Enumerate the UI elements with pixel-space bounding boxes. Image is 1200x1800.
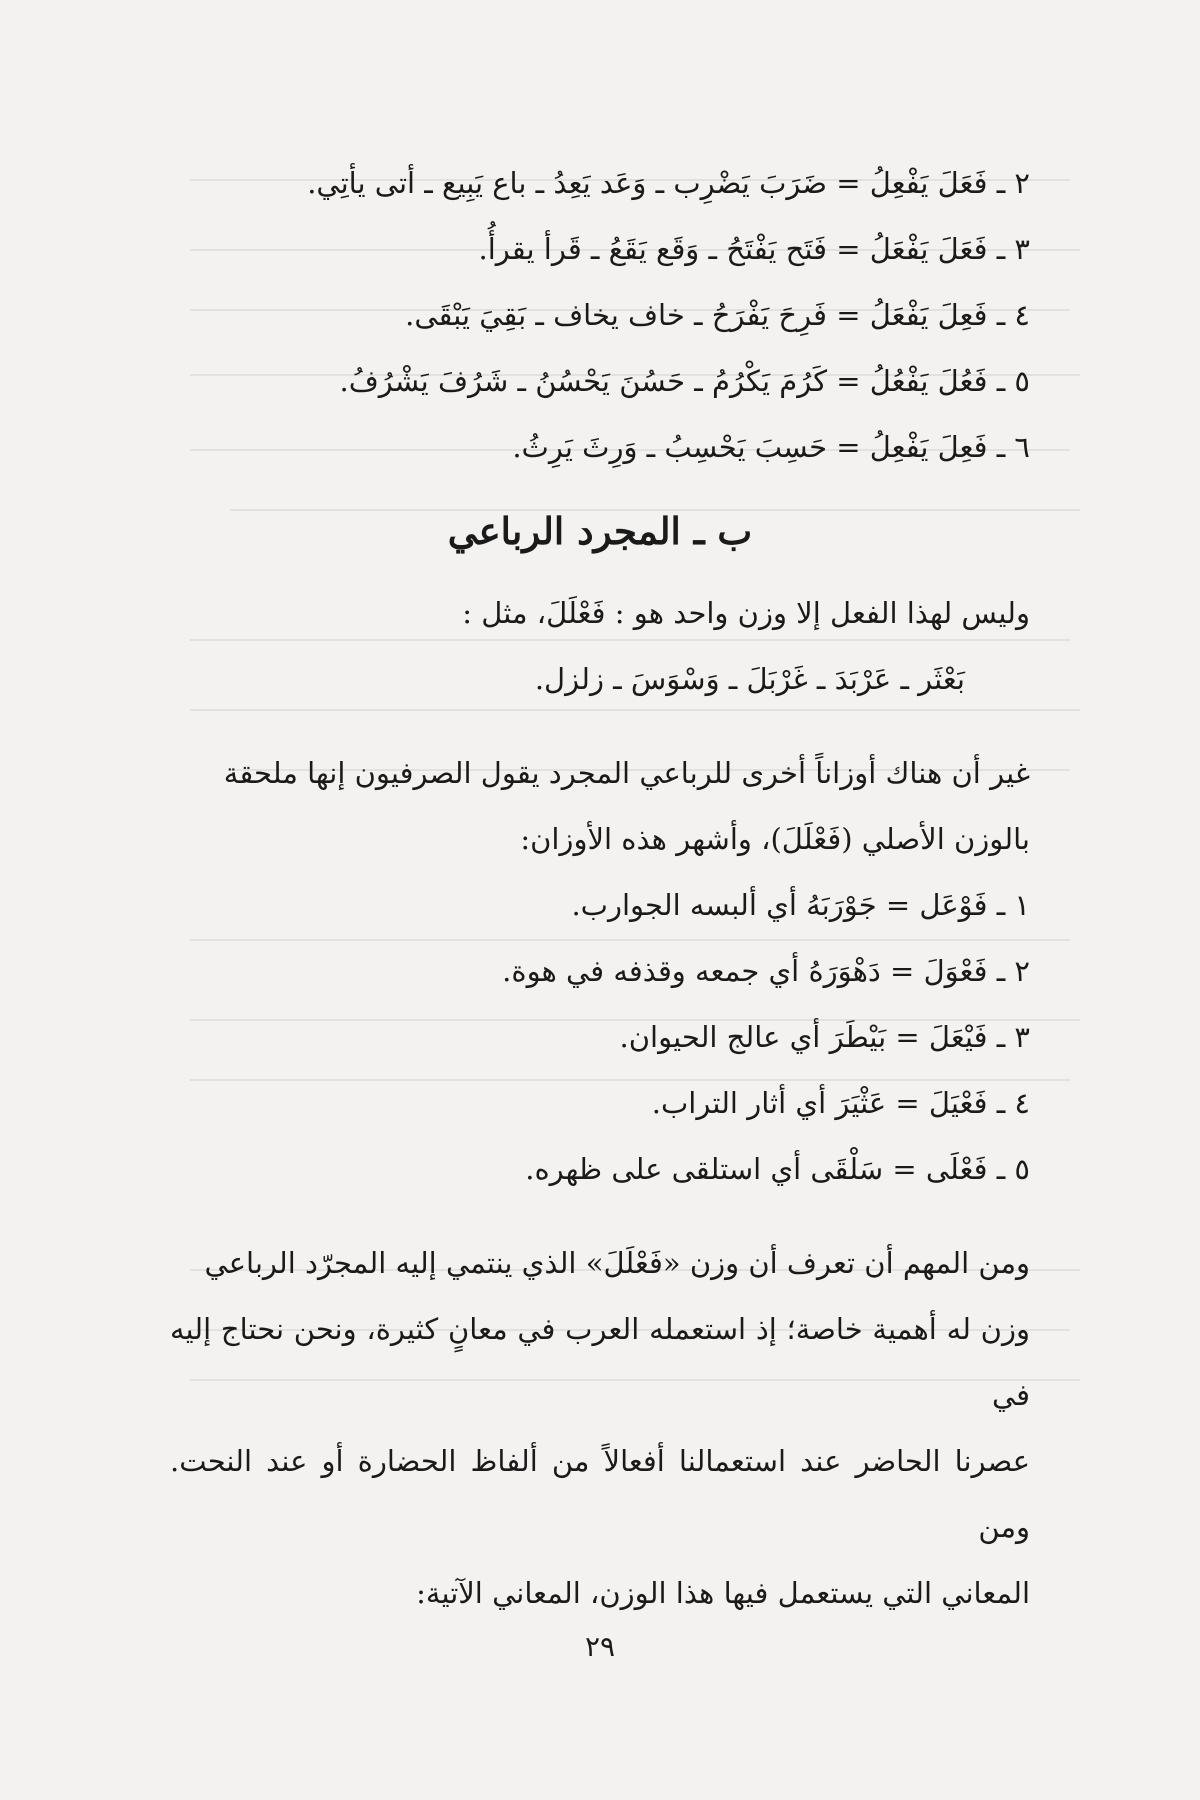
verb-pattern-item: ٢ ـ فَعَلَ يَفْعِلُ = ضَرَبَ يَضْرِب ـ وَعَد يَعِدُ ـ باع يَبِيع ـ أتى يأتِي. (307, 166, 1030, 200)
verb-pattern-item: ٥ ـ فَعُلَ يَفْعُلُ = كَرُمَ يَكْرُمُ ـ حَسُنَ يَحْسُنُ ـ شَرُفَ يَشْرُفُ. (339, 364, 1030, 398)
paragraph-line: عصرنا الحاضر عند استعمالنا أفعالاً من ألفاظ الحضارة أو عند النحت. ومن (170, 1444, 1030, 1544)
weight-item: ٤ ـ فَعْيَلَ = عَثْيَرَ أي أثار التراب. (651, 1086, 1030, 1120)
examples-line: بَعْثَر ـ عَرْبَدَ ـ غَرْبَلَ ـ وَسْوَسَ ـ زلزل. (534, 662, 965, 696)
intro-line: وليس لهذا الفعل إلا وزن واحد هو : فَعْلَلَ، مثل : (462, 596, 1030, 630)
paragraph-line: وزن له أهمية خاصة؛ إذ استعمله العرب في معانٍ كثيرة، ونحن نحتاج إليه في (170, 1312, 1030, 1412)
verb-pattern-item: ٣ ـ فَعَلَ يَفْعَلُ = فَتَح يَفْتَحُ ـ وَقَع يَقَعُ ـ قَرأ يقرأُ. (478, 232, 1030, 266)
page-number: ٢٩ (584, 1630, 616, 1663)
section-heading: ب ـ المجرد الرباعي (447, 509, 753, 553)
weight-item: ٢ ـ فَعْوَلَ = دَهْوَرَهُ أي جمعه وقذفه في هوة. (502, 954, 1030, 988)
weight-item: ٣ ـ فَيْعَلَ = بَيْطَرَ أي عالج الحيوان. (619, 1020, 1030, 1054)
verb-patterns-list (170, 150, 1030, 480)
paragraph-weights-intro (170, 740, 1030, 872)
verb-pattern-item: ٤ ـ فَعِلَ يَفْعَلُ = فَرِحَ يَفْرَحُ ـ خاف يخاف ـ بَقِيَ يَبْقَى. (405, 298, 1030, 332)
paragraph-line: المعاني التي يستعمل فيها هذا الوزن، المعاني الآتية: (416, 1576, 1030, 1610)
page-content (170, 150, 1030, 1626)
weight-item: ١ ـ فَوْعَل = جَوْرَبَهُ أي ألبسه الجوارب. (571, 888, 1030, 922)
weights-list (170, 872, 1030, 1202)
paragraph-importance (170, 1230, 1030, 1626)
weight-item: ٥ ـ فَعْلَى = سَلْقَى أي استلقى على ظهره. (525, 1152, 1030, 1186)
paragraph-line: بالوزن الأصلي (فَعْلَلَ)، وأشهر هذه الأوزان: (520, 822, 1030, 856)
paragraph-line: غير أن هناك أوزاناً أخرى للرباعي المجرد يقول الصرفيون إنها ملحقة (223, 756, 1030, 790)
paragraph-line: ومن المهم أن تعرف أن وزن «فَعْلَلَ» الذي ينتمي إليه المجرّد الرباعي (204, 1246, 1030, 1280)
verb-pattern-item: ٦ ـ فَعِلَ يَفْعِلُ = حَسِبَ يَحْسِبُ ـ وَرِثَ يَرِثُ. (512, 430, 1030, 464)
